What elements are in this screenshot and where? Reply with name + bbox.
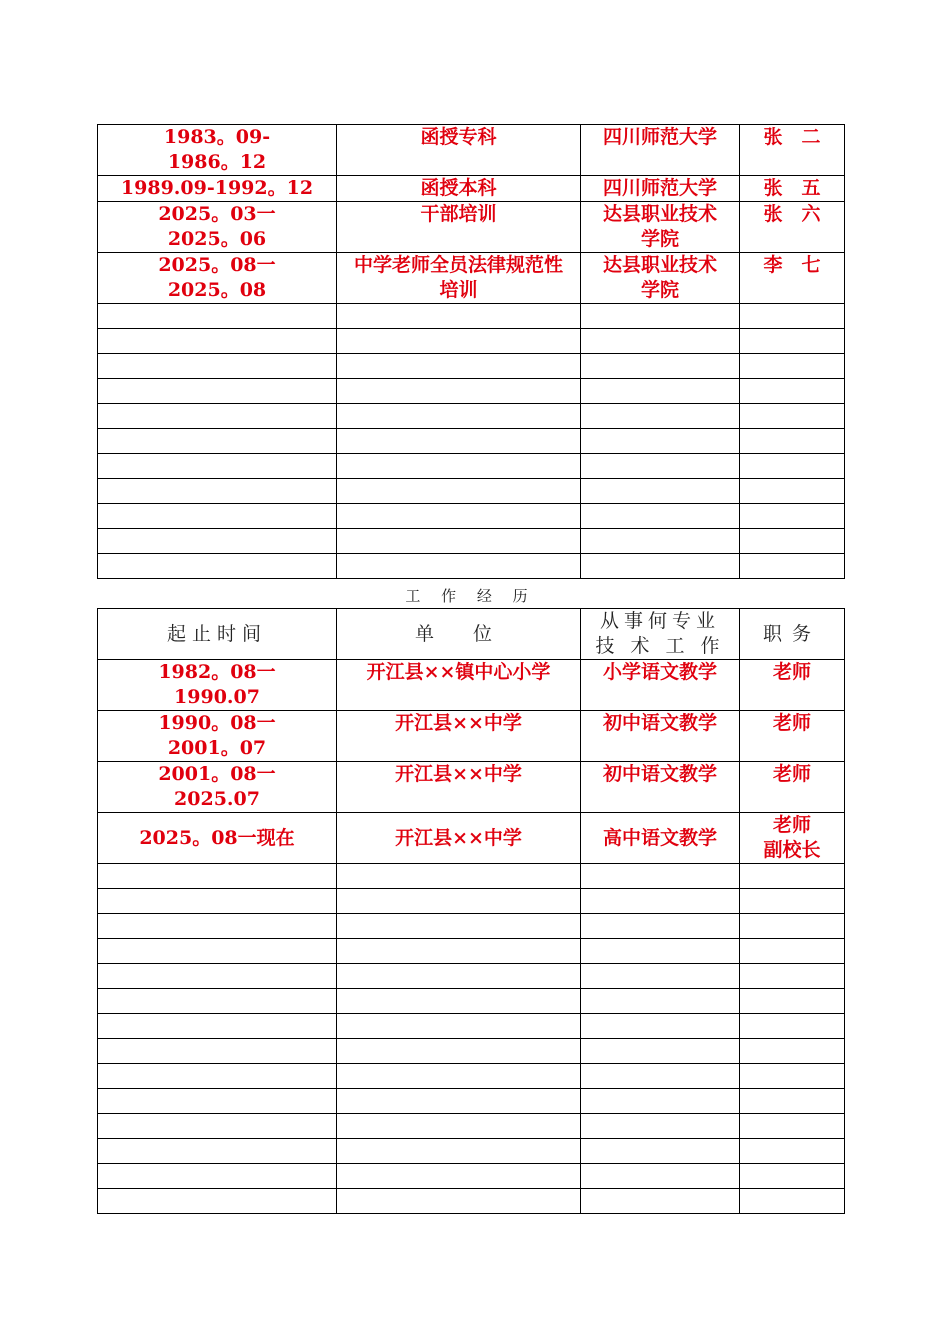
- empty-cell: [740, 1164, 845, 1189]
- table-row: [98, 762, 845, 813]
- header-specialty: 从事何专业 技 术 工 作: [581, 609, 740, 660]
- empty-cell: [337, 939, 581, 964]
- empty-cell: [740, 964, 845, 989]
- empty-cell: [581, 989, 740, 1014]
- empty-cell: [98, 354, 337, 379]
- empty-cell: [337, 354, 581, 379]
- empty-cell: [581, 479, 740, 504]
- empty-row: [98, 529, 845, 554]
- empty-row: [98, 914, 845, 939]
- empty-cell: [337, 529, 581, 554]
- empty-cell: [740, 454, 845, 479]
- work-time: 2025。08一现在: [98, 813, 337, 864]
- edu-course: 干部培训: [337, 202, 581, 253]
- edu-time: 2025。08一 2025。08: [98, 253, 337, 304]
- empty-cell: [581, 1039, 740, 1064]
- empty-cell: [581, 1114, 740, 1139]
- empty-cell: [337, 1189, 581, 1214]
- empty-cell: [581, 404, 740, 429]
- header-position: 职务: [740, 609, 845, 660]
- empty-row: [98, 939, 845, 964]
- empty-cell: [337, 479, 581, 504]
- work-time: 2001。08一 2025.07: [98, 762, 337, 813]
- empty-cell: [740, 1139, 845, 1164]
- empty-cell: [98, 1039, 337, 1064]
- empty-cell: [98, 529, 337, 554]
- table-row: [98, 202, 845, 253]
- header-unit: 单 位: [337, 609, 581, 660]
- empty-cell: [337, 429, 581, 454]
- work-unit: 开江县××中学: [337, 762, 581, 813]
- empty-row: [98, 964, 845, 989]
- empty-row: [98, 864, 845, 889]
- edu-institution: 达县职业技术 学院: [581, 253, 740, 304]
- empty-cell: [98, 1014, 337, 1039]
- edu-time: 1983。09- 1986。12: [98, 125, 337, 176]
- empty-row: [98, 889, 845, 914]
- edu-institution: 四川师范大学: [581, 125, 740, 176]
- empty-cell: [98, 304, 337, 329]
- empty-cell: [740, 1114, 845, 1139]
- empty-cell: [337, 914, 581, 939]
- work-history-table: [97, 608, 845, 1214]
- empty-row: [98, 1064, 845, 1089]
- empty-row: [98, 379, 845, 404]
- empty-cell: [98, 1164, 337, 1189]
- empty-cell: [740, 479, 845, 504]
- empty-cell: [581, 914, 740, 939]
- empty-cell: [581, 1089, 740, 1114]
- empty-cell: [337, 864, 581, 889]
- empty-cell: [337, 1164, 581, 1189]
- empty-cell: [740, 1064, 845, 1089]
- empty-cell: [581, 554, 740, 579]
- work-specialty: 初中语文教学: [581, 711, 740, 762]
- empty-cell: [581, 329, 740, 354]
- empty-cell: [98, 504, 337, 529]
- empty-row: [98, 989, 845, 1014]
- empty-cell: [740, 529, 845, 554]
- empty-cell: [740, 429, 845, 454]
- empty-cell: [581, 454, 740, 479]
- empty-cell: [98, 864, 337, 889]
- edu-institution: 四川师范大学: [581, 176, 740, 202]
- empty-cell: [581, 1164, 740, 1189]
- empty-cell: [98, 989, 337, 1014]
- empty-row: [98, 304, 845, 329]
- empty-cell: [98, 939, 337, 964]
- empty-cell: [740, 404, 845, 429]
- empty-cell: [740, 1089, 845, 1114]
- empty-row: [98, 1189, 845, 1214]
- empty-cell: [98, 379, 337, 404]
- edu-certifier: 张 二: [740, 125, 845, 176]
- empty-cell: [581, 1189, 740, 1214]
- empty-cell: [98, 914, 337, 939]
- empty-row: [98, 404, 845, 429]
- work-specialty: 初中语文教学: [581, 762, 740, 813]
- empty-cell: [581, 354, 740, 379]
- empty-cell: [740, 329, 845, 354]
- empty-cell: [581, 504, 740, 529]
- empty-row: [98, 429, 845, 454]
- empty-row: [98, 1014, 845, 1039]
- edu-course: 函授本科: [337, 176, 581, 202]
- empty-cell: [581, 379, 740, 404]
- empty-cell: [740, 1014, 845, 1039]
- empty-cell: [98, 429, 337, 454]
- edu-course: 函授专科: [337, 125, 581, 176]
- empty-row: [98, 1164, 845, 1189]
- empty-cell: [337, 504, 581, 529]
- empty-cell: [98, 479, 337, 504]
- empty-cell: [98, 964, 337, 989]
- empty-cell: [337, 1139, 581, 1164]
- edu-institution: 达县职业技术 学院: [581, 202, 740, 253]
- table-row: [98, 176, 845, 202]
- empty-row: [98, 1139, 845, 1164]
- edu-certifier: 李 七: [740, 253, 845, 304]
- edu-time: 2025。03一 2025。06: [98, 202, 337, 253]
- empty-cell: [581, 889, 740, 914]
- table-row: [98, 660, 845, 711]
- education-table: [97, 124, 845, 579]
- empty-cell: [337, 454, 581, 479]
- empty-cell: [337, 329, 581, 354]
- empty-cell: [740, 989, 845, 1014]
- empty-cell: [740, 864, 845, 889]
- empty-cell: [581, 964, 740, 989]
- edu-course: 中学老师全员法律规范性 培训: [337, 253, 581, 304]
- work-specialty: 小学语文教学: [581, 660, 740, 711]
- work-position: 老师: [740, 762, 845, 813]
- work-time: 1982。08一 1990.07: [98, 660, 337, 711]
- table-row: [98, 813, 845, 864]
- empty-cell: [740, 1189, 845, 1214]
- empty-cell: [581, 304, 740, 329]
- empty-cell: [740, 354, 845, 379]
- work-position: 老师: [740, 711, 845, 762]
- empty-row: [98, 1089, 845, 1114]
- edu-certifier: 张 六: [740, 202, 845, 253]
- empty-cell: [581, 864, 740, 889]
- empty-cell: [740, 1039, 845, 1064]
- work-time: 1990。08一 2001。07: [98, 711, 337, 762]
- work-position: 老师 副校长: [740, 813, 845, 864]
- empty-cell: [337, 989, 581, 1014]
- work-position: 老师: [740, 660, 845, 711]
- empty-cell: [98, 1064, 337, 1089]
- empty-cell: [98, 404, 337, 429]
- empty-row: [98, 1114, 845, 1139]
- empty-cell: [740, 304, 845, 329]
- work-unit: 开江县××中学: [337, 711, 581, 762]
- edu-certifier: 张 五: [740, 176, 845, 202]
- empty-cell: [581, 429, 740, 454]
- empty-cell: [337, 1039, 581, 1064]
- empty-cell: [98, 889, 337, 914]
- empty-cell: [98, 554, 337, 579]
- empty-cell: [337, 1014, 581, 1039]
- empty-row: [98, 1039, 845, 1064]
- empty-cell: [337, 1089, 581, 1114]
- empty-cell: [98, 454, 337, 479]
- empty-cell: [337, 1114, 581, 1139]
- empty-cell: [337, 1064, 581, 1089]
- empty-cell: [740, 939, 845, 964]
- empty-cell: [337, 304, 581, 329]
- empty-cell: [98, 1139, 337, 1164]
- empty-cell: [740, 504, 845, 529]
- empty-cell: [581, 939, 740, 964]
- empty-cell: [337, 964, 581, 989]
- work-unit: 开江县××中学: [337, 813, 581, 864]
- empty-cell: [581, 1014, 740, 1039]
- empty-cell: [740, 379, 845, 404]
- section-title-work-history: 工 作 经 历: [405, 587, 536, 605]
- empty-cell: [581, 1139, 740, 1164]
- empty-cell: [98, 1089, 337, 1114]
- empty-row: [98, 479, 845, 504]
- empty-cell: [98, 1189, 337, 1214]
- work-unit: 开江县××镇中心小学: [337, 660, 581, 711]
- empty-cell: [337, 404, 581, 429]
- empty-cell: [740, 554, 845, 579]
- empty-row: [98, 329, 845, 354]
- empty-cell: [581, 1064, 740, 1089]
- empty-row: [98, 354, 845, 379]
- empty-row: [98, 504, 845, 529]
- empty-cell: [581, 529, 740, 554]
- work-specialty: 高中语文教学: [581, 813, 740, 864]
- table-row: [98, 711, 845, 762]
- empty-cell: [98, 1114, 337, 1139]
- table-row: [98, 125, 845, 176]
- empty-cell: [337, 889, 581, 914]
- header-time: 起止时间: [98, 609, 337, 660]
- empty-row: [98, 454, 845, 479]
- empty-cell: [740, 889, 845, 914]
- table-header-row: [98, 609, 845, 660]
- empty-row: [98, 554, 845, 579]
- table-row: [98, 253, 845, 304]
- empty-cell: [740, 914, 845, 939]
- empty-cell: [337, 554, 581, 579]
- empty-cell: [337, 379, 581, 404]
- edu-time: 1989.09-1992。12: [98, 176, 337, 202]
- empty-cell: [98, 329, 337, 354]
